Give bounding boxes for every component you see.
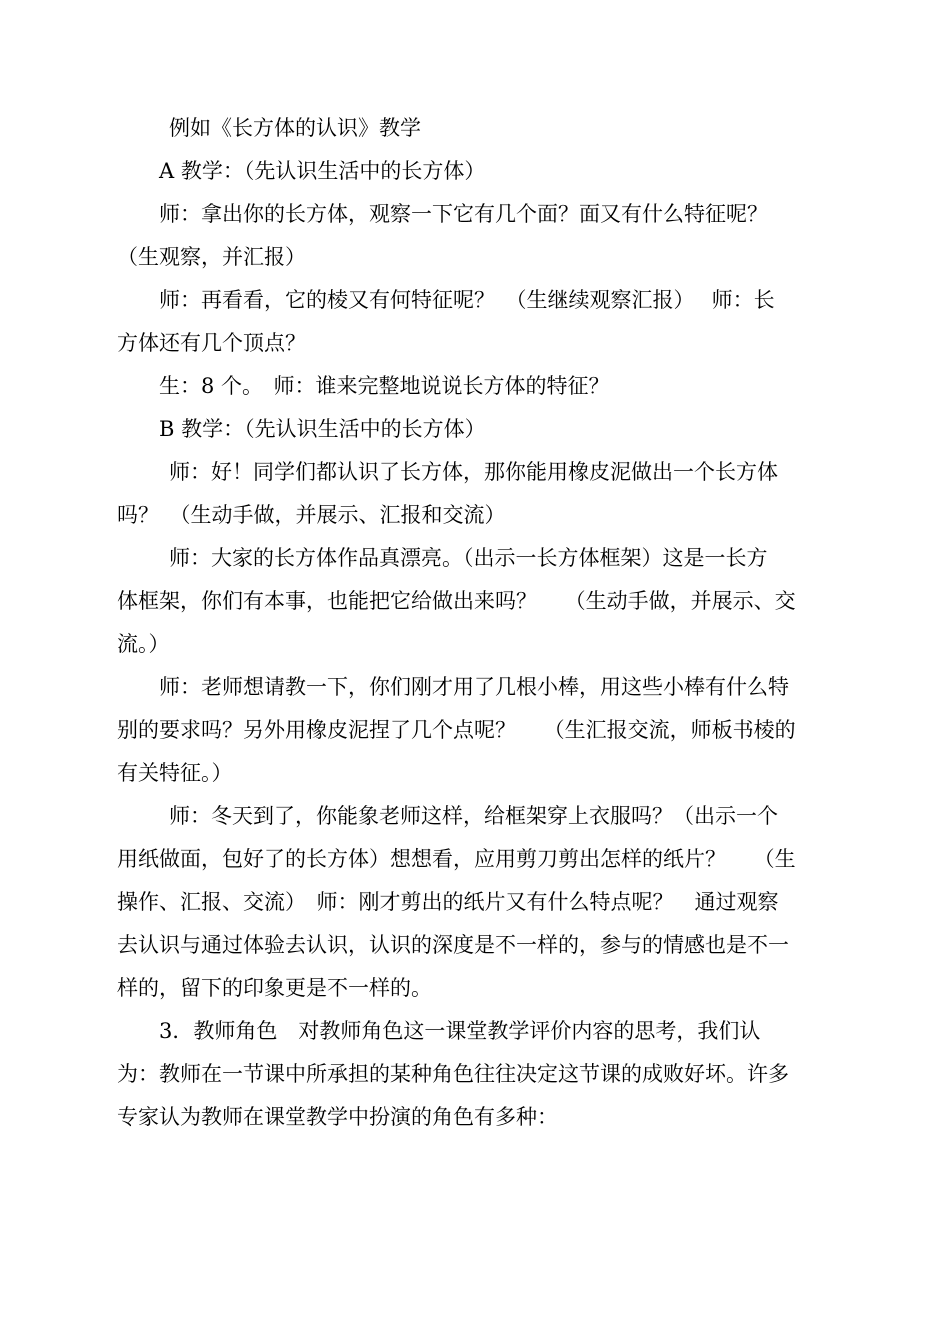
- text-line: A 教学：（先认识生活中的长方体）: [159, 159, 486, 183]
- text-line: 吗？ （生动手做，并展示、汇报和交流）: [117, 503, 506, 527]
- text-line: 方体还有几个顶点？: [117, 331, 306, 355]
- text-line: 操作、汇报、交流） 师：刚才剪出的纸片又有什么特点呢？ 通过观察: [117, 890, 779, 914]
- text-line: 有关特征。）: [117, 761, 233, 785]
- text-line: 流。）: [117, 632, 170, 656]
- text-line: 生：8 个。 师：谁来完整地说说长方体的特征？: [159, 374, 610, 398]
- text-line: 师：再看看，它的棱又有何特征呢？ （生继续观察汇报） 师：长: [159, 288, 775, 312]
- text-line: 用纸做面，包好了的长方体）想想看，应用剪刀剪出怎样的纸片？ （生: [117, 847, 796, 871]
- document-body: [117, 107, 837, 1139]
- paragraph-sticks: [117, 666, 837, 795]
- text-line: 师：大家的长方体作品真漂亮。（出示一长方体框架）这是一长方: [169, 546, 768, 570]
- text-line: 3．教师角色 对教师角色这一课堂教学评价内容的思考，我们认: [159, 1019, 761, 1043]
- text-line: 师：老师想请教一下，你们刚才用了几根小棒，用这些小棒有什么特: [159, 675, 789, 699]
- paragraph-clay-model: [117, 451, 837, 537]
- text-line: 去认识与通过体验去认识，认识的深度是不一样的，参与的情感也是不一: [117, 933, 789, 957]
- paragraph-winter-paper: [117, 795, 837, 1010]
- paragraph-b-teaching: [117, 408, 837, 451]
- paragraph-example-title: [117, 107, 837, 150]
- text-line: 为：教师在一节课中所承担的某种角色往往决定这节课的成败好坏。许多: [117, 1062, 789, 1086]
- text-line: B 教学：（先认识生活中的长方体）: [159, 417, 486, 441]
- paragraph-a-teaching: [117, 150, 837, 193]
- text-line: （生观察，并汇报）: [117, 245, 306, 269]
- text-line: 专家认为教师在课堂教学中扮演的角色有多种：: [117, 1105, 558, 1129]
- text-line: 师：拿出你的长方体，观察一下它有几个面？面又有什么特征呢？: [159, 202, 768, 226]
- text-line: 样的，留下的印象更是不一样的。: [117, 976, 432, 1000]
- text-line: 别的要求吗？另外用橡皮泥捏了几个点呢？ （生汇报交流，师板书棱的: [117, 718, 796, 742]
- paragraph-teacher-edges: [117, 279, 837, 365]
- text-line: 师：好！同学们都认识了长方体，那你能用橡皮泥做出一个长方体: [169, 460, 778, 484]
- text-line: 体框架，你们有本事，也能把它给做出来吗？ （生动手做，并展示、交: [117, 589, 796, 613]
- paragraph-student-answer: [117, 365, 837, 408]
- paragraph-frame: [117, 537, 837, 666]
- paragraph-teacher-faces: [117, 193, 837, 279]
- text-line: 例如《长方体的认识》教学: [169, 116, 421, 140]
- text-line: 师：冬天到了，你能象老师这样，给框架穿上衣服吗？（出示一个: [169, 804, 778, 828]
- paragraph-teacher-role: [117, 1010, 837, 1139]
